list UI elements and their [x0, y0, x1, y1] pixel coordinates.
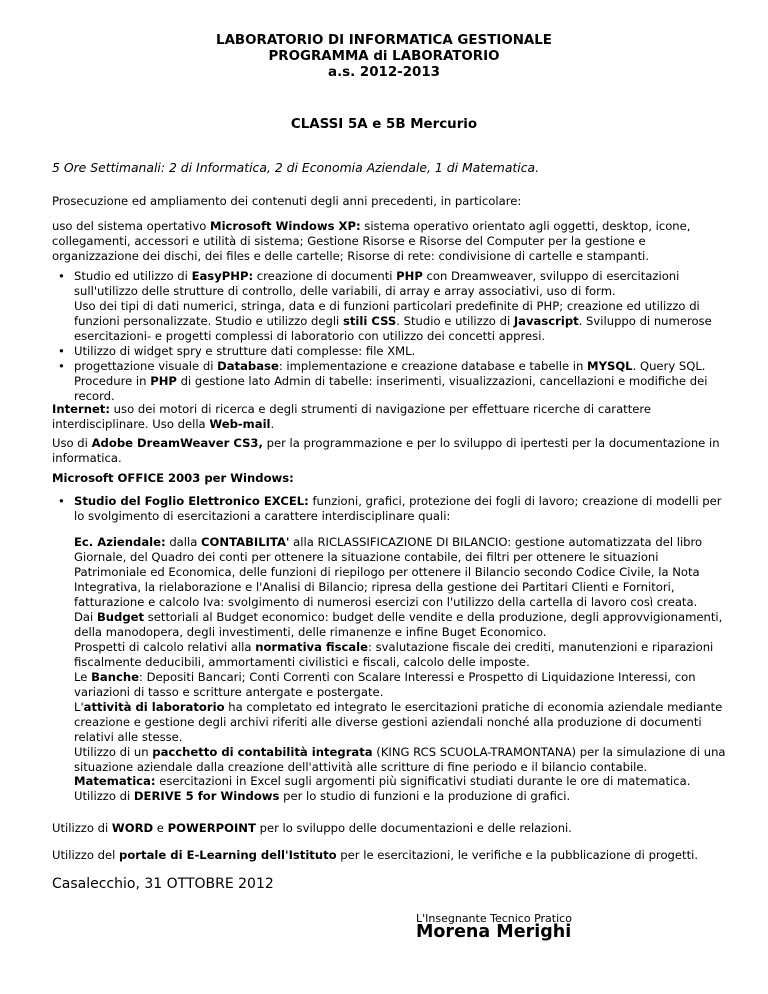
bold-text: Internet:: [52, 402, 110, 416]
bold-text: DERIVE 5 for Windows: [133, 789, 280, 803]
intro-paragraph: Prosecuzione ed ampliamento dei contenuti degli anni precedenti, in particolare:: [52, 194, 522, 208]
text: funzioni, grafici, protezione dei fogli di lavoro; creazione di modelli per lo svolgimento di esercitazioni a carattere interdisciplinare quali:: [74, 494, 722, 523]
text: settoriali al Budget economico: budget delle vendite e della produzione, degli approvvigionamenti, della manodopera, degli investimenti, delle rimanenze e infine Buget Economico.: [74, 610, 723, 639]
bullet-list-1: [52, 269, 728, 404]
text: Procedure in: [74, 374, 151, 388]
text: dalla: [165, 535, 202, 549]
header-line-3: a.s. 2012-2013: [328, 65, 440, 80]
text: esercitazioni in Excel sugli argomenti più significativi studiati durante le ore di matematica.: [155, 774, 691, 788]
list-item: [52, 269, 728, 344]
bold-text: Budget: [96, 610, 145, 624]
text: Utilizzo del: [52, 848, 120, 862]
os-bold: Microsoft Windows XP:: [210, 219, 361, 233]
text: uso dei motori di ricerca e degli strumenti di navigazione per effettuare ricerche di carattere interdisciplinare. Uso della: [52, 402, 652, 431]
dreamweaver-paragraph: [52, 436, 728, 466]
econ-banche: [74, 670, 728, 700]
bold-text: WORD: [111, 821, 154, 835]
signature-role: L'Insegnante Tecnico Pratico: [416, 912, 572, 925]
text: Utilizzo di: [52, 821, 112, 835]
bold-text: CONTABILITA': [201, 535, 290, 549]
word-paragraph: [52, 821, 728, 836]
bullet-icon: •: [58, 494, 65, 508]
bullet-icon: •: [58, 344, 65, 358]
internet-paragraph: [52, 402, 728, 432]
os-paragraph: [52, 219, 728, 264]
place-date: Casalecchio, 31 OTTOBRE 2012: [52, 876, 274, 892]
list-item: [52, 494, 728, 524]
text: con Dreamweaver, sviluppo di esercitazioni sull'utilizzo delle strutture di controllo, delle variabili, di array e array associativi, uso di form.: [74, 269, 680, 298]
text: per le esercitazioni, le verifiche e la pubblicazione di progetti.: [336, 848, 699, 862]
bold-text: Ec. Aziendale:: [74, 535, 166, 549]
text: Prospetti di calcolo relativi alla: [74, 640, 256, 654]
portal-paragraph: [52, 848, 728, 863]
office-title: Microsoft OFFICE 2003 per Windows:: [52, 471, 294, 485]
text: per la programmazione e per lo sviluppo di ipertesti per la documentazione in informatica.: [52, 436, 720, 465]
text: per lo sviluppo delle documentazioni e delle relazioni.: [255, 821, 572, 835]
bullet-icon: •: [58, 269, 65, 283]
list-item: [52, 344, 728, 359]
text: progettazione visuale di: [74, 359, 218, 373]
text: Dai: [74, 610, 97, 624]
text: . Query SQL.: [632, 359, 706, 373]
weekly-hours: 5 Ore Settimanali: 2 di Informatica, 2 di Economia Aziendale, 1 di Matematica.: [52, 160, 540, 175]
bold-text: Database: [217, 359, 279, 373]
bold-text: Web-mail: [209, 417, 271, 431]
text: Studio ed utilizzo di: [74, 269, 192, 283]
text: di gestione lato Admin di tabelle: inserimenti, visualizzazioni, cancellazioni e modifiche dei record.: [74, 374, 708, 403]
header-line-2: PROGRAMMA di LABORATORIO: [268, 49, 500, 64]
bold-text: stili CSS: [342, 314, 397, 328]
bold-text: normativa fiscale: [255, 640, 369, 654]
text: Utilizzo di widget spry e strutture dati complesse: file XML.: [74, 344, 416, 358]
bold-text: PHP: [396, 269, 423, 283]
text: . Studio e utilizzo di: [396, 314, 514, 328]
text: ha completato ed integrato le esercitazioni pratiche di economia aziendale mediante creazione e gestione degli archivi riferiti alle diverse gestioni aziendali nonché alla produzione di documenti relativi alle stesse.: [74, 700, 723, 744]
text: .: [270, 417, 275, 431]
text: L': [74, 700, 84, 714]
text: Uso dei tipi di dati numerici, stringa, data e di funzioni particolari predefinite di PHP; creazione ed utilizzo di funzioni personalizzate. Studio e utilizzo degli: [74, 299, 700, 328]
bold-text: portale di E-Learning dell'Istituto: [119, 848, 337, 862]
text: : svalutazione fiscale dei crediti, manutenzioni e riparazioni fiscalmente deducibili, ammortamenti civilistici e fiscali, calcolo delle imposte.: [74, 640, 714, 669]
header-line-1: LABORATORIO DI INFORMATICA GESTIONALE: [216, 33, 552, 48]
text: alla RICLASSIFICAZIONE DI BILANCIO: gestione automatizzata del libro Giornale, del Quadro dei conti per ottenere la situazione contabile, dei filtri per ottenere le situazioni Patrimoniale ed Economica, delle funzioni di riepilogo per ottenere il Bilancio secondo Codice Civile, la Nota Integrativa, la rielaborazione e l'Analisi di Bilancio; ripresa della gestione dei Partitari Clienti e Fornitori, fatturazione e calcolo Iva: svolgimento di numerosi esercizi con l'utilizzo della cartella di lavoro così creata.: [74, 535, 703, 609]
econ-laboratorio: [74, 700, 728, 745]
bold-text: pacchetto di contabilità integrata: [152, 745, 373, 759]
text: Le: [74, 670, 92, 684]
econ-block: [74, 535, 728, 775]
os-post: sistema operativo orientato agli oggetti, desktop, icone, collegamenti, accessori e utilità di sistema; Gestione Risorse e Risorse del Computer per la gestione e organizzazione dei dischi, dei files e delle cartelle; Risorse di rete: condivisione di cartelle e stampanti.: [52, 219, 691, 263]
text: : implementazione e creazione database e tabelle in: [278, 359, 588, 373]
text: Utilizzo di: [74, 789, 134, 803]
signature-name: Morena Merighi: [416, 922, 572, 942]
text: Uso di: [52, 436, 92, 450]
bold-text: Javascript: [513, 314, 579, 328]
bullet-icon: •: [58, 359, 65, 373]
math-block: [74, 774, 728, 804]
text: Utilizzo di un: [74, 745, 153, 759]
bold-text: EasyPHP:: [191, 269, 254, 283]
classes-title: CLASSI 5A e 5B Mercurio: [290, 117, 478, 132]
bold-text: Banche: [91, 670, 139, 684]
econ-fiscale: [74, 640, 728, 670]
text: (KING RCS SCUOLA-TRAMONTANA) per la simulazione di una situazione aziendale dalla creazione dell'attività alle scritture di fine periodo e il bilancio contabile.: [74, 745, 726, 774]
econ-contabilita-integrata: [74, 745, 728, 775]
econ-budget: [74, 610, 728, 640]
econ-contabilita: [74, 535, 728, 610]
bold-text: Adobe DreamWeaver CS3,: [91, 436, 263, 450]
bold-text: POWERPOINT: [167, 821, 256, 835]
bullet-list-2: [52, 494, 728, 524]
text: per lo studio di funzioni e la produzione di grafici.: [279, 789, 571, 803]
bold-text: attività di laboratorio: [83, 700, 225, 714]
text: . Sviluppo di numerose esercitazioni- e progetti complessi di laboratorio con utilizzo dei concetti appresi.: [74, 314, 712, 343]
bold-text: Matematica:: [74, 774, 156, 788]
text: e: [153, 821, 168, 835]
bold-text: PHP: [150, 374, 177, 388]
text: creazione di documenti: [253, 269, 397, 283]
list-item: [52, 359, 728, 404]
bold-text: MYSQL: [587, 359, 633, 373]
os-pre: uso del sistema opertativo: [52, 219, 211, 233]
bold-text: Studio del Foglio Elettronico EXCEL:: [74, 494, 309, 508]
text: : Depositi Bancari; Conti Correnti con Scalare Interessi e Prospetto di Liquidazione Interessi, con variazioni di tasso e scritture antergate e postergate.: [74, 670, 696, 699]
